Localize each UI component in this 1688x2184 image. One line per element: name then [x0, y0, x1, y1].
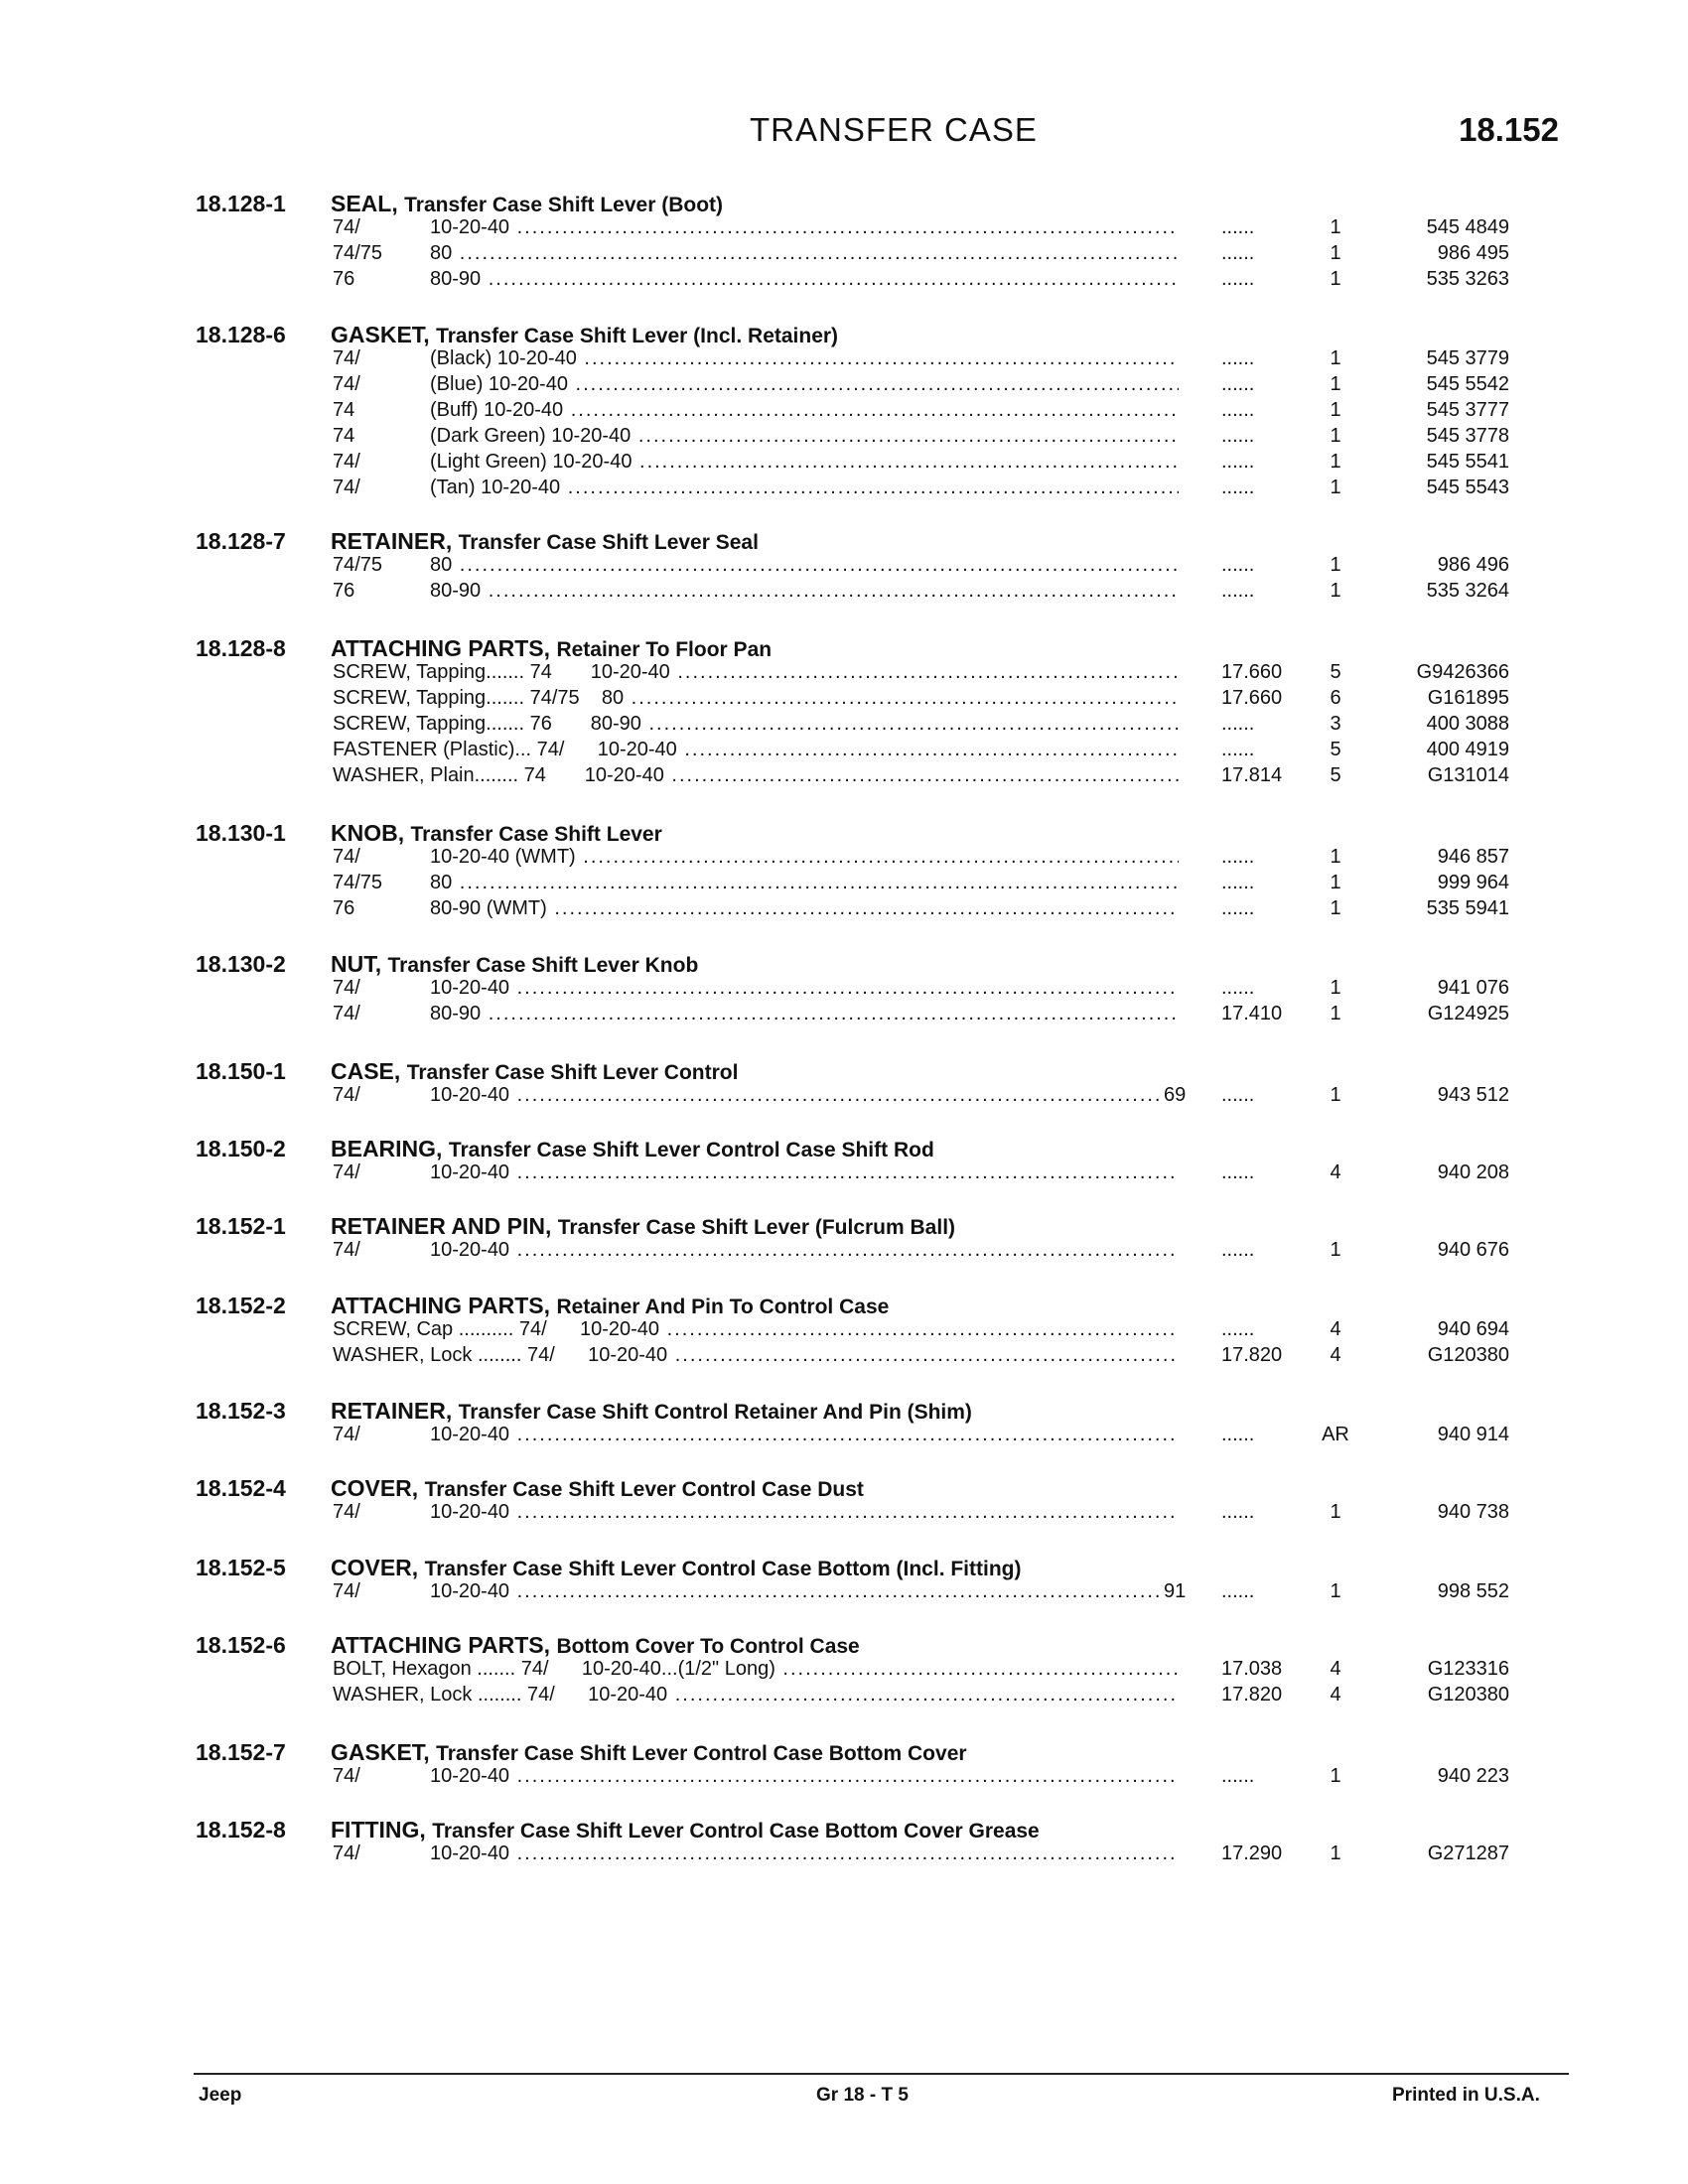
quantity: 1: [1330, 242, 1341, 264]
model-code: 74/: [333, 216, 360, 238]
row-description: [430, 1580, 1179, 1603]
row-description-text: 80: [430, 554, 453, 576]
model-code: 74/: [333, 347, 360, 369]
quantity: 1: [1330, 554, 1341, 576]
part-title: [331, 1555, 1022, 1581]
quantity: 3: [1330, 713, 1341, 735]
ref-code: ......: [1221, 1161, 1255, 1183]
part-number: 535 3264: [1426, 580, 1509, 602]
model-code: 74/: [333, 1843, 360, 1864]
part-description: Transfer Case Shift Lever Control Case Bottom Cover: [436, 1742, 967, 1765]
row-description-text: (Light Green) 10-20-40: [430, 451, 633, 473]
model-code: 74/: [333, 846, 360, 868]
ref-code: ......: [1221, 977, 1255, 999]
row-description: [430, 1239, 1179, 1262]
model-code: 74/: [333, 1239, 360, 1261]
part-number: 943 512: [1437, 1084, 1509, 1106]
part-name: NUT,: [331, 951, 382, 977]
part-number: 545 5542: [1426, 373, 1509, 395]
ref-code: ......: [1221, 846, 1255, 868]
row-description-text: 10-20-40: [430, 1843, 510, 1864]
part-name: ATTACHING PARTS,: [331, 635, 551, 661]
part-description: Retainer To Floor Pan: [556, 638, 773, 661]
quantity: 4: [1330, 1344, 1341, 1366]
part-title: [331, 635, 772, 662]
model-code: 74: [333, 425, 355, 447]
part-number: 946 857: [1437, 846, 1509, 868]
row-description-text: 80: [430, 242, 453, 264]
part-number: 999 964: [1437, 872, 1509, 893]
part-number-ref: 18.128-7: [196, 528, 286, 554]
row-description: [430, 897, 1179, 920]
part-description: Bottom Cover To Control Case: [556, 1635, 860, 1658]
ref-code: ......: [1221, 1580, 1255, 1602]
part-title: [331, 820, 662, 847]
part-title: [331, 1213, 955, 1240]
row-description: [430, 477, 1179, 499]
part-description: Transfer Case Shift Lever Control: [406, 1061, 739, 1084]
part-name: GASKET,: [331, 1739, 430, 1765]
part-name: CASE,: [331, 1058, 401, 1084]
quantity: 4: [1330, 1161, 1341, 1183]
row-description: [333, 739, 1179, 761]
parts-row: [0, 739, 1688, 764]
model-code: 74/: [333, 1161, 360, 1183]
ref-code: ......: [1221, 713, 1255, 735]
part-name: COVER,: [331, 1475, 419, 1501]
ref-code: ......: [1221, 216, 1255, 238]
part-number: 545 5541: [1426, 451, 1509, 473]
row-description: [333, 713, 1179, 736]
part-number: 940 694: [1437, 1318, 1509, 1340]
part-number: 940 676: [1437, 1239, 1509, 1261]
parts-row: [0, 1161, 1688, 1187]
ref-code: ......: [1221, 399, 1255, 421]
part-title: [331, 1136, 934, 1162]
part-name: FITTING,: [331, 1817, 426, 1843]
model-code: 74/: [333, 1084, 360, 1106]
row-description-text: 10-20-40: [430, 1580, 510, 1602]
ref-code: ......: [1221, 242, 1255, 264]
quantity: 6: [1330, 687, 1341, 709]
part-title: [331, 1398, 972, 1425]
figure-ref: 69: [1160, 1084, 1186, 1107]
part-number: G120380: [1427, 1344, 1509, 1366]
part-description: Transfer Case Shift Lever: [410, 823, 662, 846]
parts-row: [0, 554, 1688, 580]
ref-code: ......: [1221, 554, 1255, 576]
quantity: 1: [1330, 216, 1341, 238]
row-description-text: (Black) 10-20-40: [430, 347, 577, 369]
model-code: 76: [333, 268, 355, 290]
row-description-text: 10-20-40: [430, 1765, 510, 1787]
quantity: 5: [1330, 739, 1341, 760]
row-description-text: FASTENER (Plastic)... 74/ 10-20-40: [333, 739, 677, 760]
quantity: 1: [1330, 451, 1341, 473]
part-description: Transfer Case Shift Lever (Incl. Retainer): [436, 325, 839, 347]
page-number: 18.152: [1459, 111, 1559, 148]
part-number-ref: 18.150-2: [196, 1136, 286, 1161]
part-title: [331, 951, 698, 978]
part-number-ref: 18.128-1: [196, 191, 286, 216]
ref-code: ......: [1221, 373, 1255, 395]
row-description: [430, 1003, 1179, 1025]
row-description-text: BOLT, Hexagon ....... 74/ 10-20-40...(1/2" Long): [333, 1658, 775, 1680]
row-description: [333, 764, 1179, 787]
row-description: [430, 1843, 1179, 1865]
row-description-text: (Blue) 10-20-40: [430, 373, 568, 395]
part-number-ref: 18.152-2: [196, 1293, 286, 1318]
part-name: KNOB,: [331, 820, 405, 846]
model-code: 74/75: [333, 872, 383, 893]
ref-code: ......: [1221, 580, 1255, 602]
parts-row: [0, 1239, 1688, 1265]
model-code: 74: [333, 399, 355, 421]
ref-code: 17.814: [1221, 764, 1283, 786]
row-description: [333, 661, 1179, 684]
row-description-text: SCREW, Tapping....... 74/75 80: [333, 687, 625, 709]
parts-row: [0, 1003, 1688, 1028]
parts-row: [0, 1580, 1688, 1606]
parts-row: [0, 347, 1688, 373]
page-title: TRANSFER CASE: [750, 111, 1038, 148]
row-description: [430, 425, 1179, 448]
quantity: 1: [1330, 977, 1341, 999]
part-name: ATTACHING PARTS,: [331, 1632, 551, 1658]
ref-code: ......: [1221, 1318, 1255, 1340]
part-number: 986 496: [1437, 554, 1509, 576]
row-description: [430, 451, 1179, 474]
row-description: [430, 846, 1179, 869]
part-number-ref: 18.152-1: [196, 1213, 286, 1239]
quantity: 1: [1330, 425, 1341, 447]
part-description: Transfer Case Shift Lever Control Case Dust: [424, 1478, 864, 1501]
parts-row: [0, 373, 1688, 399]
part-description: Transfer Case Shift Lever Knob: [387, 954, 699, 977]
row-description-text: 80-90 (WMT): [430, 897, 547, 919]
model-code: 74/: [333, 1765, 360, 1787]
part-number: 941 076: [1437, 977, 1509, 999]
row-description: [430, 242, 1179, 265]
part-number: G124925: [1427, 1003, 1509, 1024]
row-description: [333, 687, 1179, 710]
part-number: 545 3777: [1426, 399, 1509, 421]
ref-code: ......: [1221, 1084, 1255, 1106]
ref-code: 17.660: [1221, 687, 1283, 709]
part-name: SEAL,: [331, 191, 398, 216]
part-number: G131014: [1427, 764, 1509, 786]
part-title: [331, 528, 759, 555]
quantity: 1: [1330, 846, 1341, 868]
row-description: [430, 1161, 1179, 1184]
row-description-text: WASHER, Lock ........ 74/ 10-20-40: [333, 1344, 668, 1366]
part-number: G271287: [1427, 1843, 1509, 1864]
quantity: 1: [1330, 1765, 1341, 1787]
quantity: 1: [1330, 1239, 1341, 1261]
part-description: Transfer Case Shift Lever Control Case Shift Rod: [448, 1139, 934, 1161]
row-description-text: (Buff) 10-20-40: [430, 399, 564, 421]
model-code: 74/: [333, 1580, 360, 1602]
part-number: 998 552: [1437, 1580, 1509, 1602]
row-description: [430, 1424, 1179, 1446]
row-description: [430, 268, 1179, 291]
quantity: 1: [1330, 897, 1341, 919]
row-description-text: 80-90: [430, 580, 482, 602]
quantity: 1: [1330, 1084, 1341, 1106]
part-description: Transfer Case Shift Lever (Boot): [404, 194, 724, 216]
row-description-text: SCREW, Tapping....... 74 10-20-40: [333, 661, 670, 683]
model-code: 74/: [333, 977, 360, 999]
model-code: 76: [333, 580, 355, 602]
parts-row: [0, 872, 1688, 897]
row-description: [430, 872, 1179, 894]
parts-row: [0, 1318, 1688, 1344]
figure-ref: 91: [1160, 1580, 1186, 1603]
model-code: 74/: [333, 373, 360, 395]
row-description: [430, 216, 1179, 239]
part-title: [331, 1739, 967, 1766]
ref-code: ......: [1221, 425, 1255, 447]
quantity: 5: [1330, 661, 1341, 683]
part-number: G120380: [1427, 1684, 1509, 1706]
row-description-text: SCREW, Tapping....... 76 80-90: [333, 713, 641, 735]
row-description: [430, 1765, 1179, 1788]
footer-rule: [194, 2073, 1569, 2075]
part-number: 545 3778: [1426, 425, 1509, 447]
row-description: [430, 373, 1179, 396]
row-description-text: 10-20-40: [430, 1084, 510, 1106]
part-number-ref: 18.130-1: [196, 820, 286, 846]
row-description-text: 10-20-40 (WMT): [430, 846, 576, 868]
quantity: 5: [1330, 764, 1341, 786]
part-name: GASKET,: [331, 322, 430, 347]
row-description-text: 10-20-40: [430, 216, 510, 238]
quantity: 4: [1330, 1684, 1341, 1706]
quantity: 1: [1330, 1580, 1341, 1602]
part-name: RETAINER AND PIN,: [331, 1213, 552, 1239]
part-description: Transfer Case Shift Control Retainer And Pin (Shim): [458, 1401, 972, 1424]
ref-code: ......: [1221, 1765, 1255, 1787]
part-number-ref: 18.128-6: [196, 322, 286, 347]
parts-row: [0, 1684, 1688, 1709]
parts-row: [0, 1658, 1688, 1684]
part-number-ref: 18.130-2: [196, 951, 286, 977]
parts-row: [0, 477, 1688, 502]
part-description: Transfer Case Shift Lever (Fulcrum Ball): [557, 1216, 956, 1239]
model-code: 76: [333, 897, 355, 919]
part-number-ref: 18.152-7: [196, 1739, 286, 1765]
model-code: 74/: [333, 1003, 360, 1024]
parts-row: [0, 268, 1688, 294]
row-description: [430, 580, 1179, 603]
row-description: [430, 1501, 1179, 1524]
part-title: [331, 322, 838, 348]
parts-row: [0, 451, 1688, 477]
part-name: RETAINER,: [331, 1398, 453, 1424]
part-number-ref: 18.152-4: [196, 1475, 286, 1501]
row-description-text: 10-20-40: [430, 1424, 510, 1445]
row-description: [333, 1318, 1179, 1341]
part-number: 400 4919: [1426, 739, 1509, 760]
part-number: 535 5941: [1426, 897, 1509, 919]
parts-row: [0, 1424, 1688, 1449]
part-title: [331, 1817, 1040, 1843]
part-title: [331, 1475, 864, 1502]
part-title: [331, 1058, 738, 1085]
ref-code: 17.660: [1221, 661, 1283, 683]
part-number-ref: 18.128-8: [196, 635, 286, 661]
parts-row: [0, 846, 1688, 872]
part-number: G123316: [1427, 1658, 1509, 1680]
ref-code: 17.820: [1221, 1684, 1283, 1706]
ref-code: 17.290: [1221, 1843, 1283, 1864]
ref-code: ......: [1221, 1424, 1255, 1445]
part-description: Transfer Case Shift Lever Seal: [458, 531, 759, 554]
row-description: [333, 1658, 1179, 1681]
ref-code: ......: [1221, 347, 1255, 369]
parts-row: [0, 1084, 1688, 1110]
row-description-text: 10-20-40: [430, 1239, 510, 1261]
parts-row: [0, 216, 1688, 242]
row-description: [430, 554, 1179, 577]
ref-code: ......: [1221, 897, 1255, 919]
part-number-ref: 18.152-8: [196, 1817, 286, 1843]
row-description-text: (Tan) 10-20-40: [430, 477, 561, 498]
part-number: 545 5543: [1426, 477, 1509, 498]
model-code: 74/75: [333, 554, 383, 576]
row-description: [430, 977, 1179, 1000]
model-code: 74/75: [333, 242, 383, 264]
row-description-text: 10-20-40: [430, 1161, 510, 1183]
part-number: 940 738: [1437, 1501, 1509, 1523]
row-description-text: 10-20-40: [430, 1501, 510, 1523]
parts-row: [0, 242, 1688, 268]
row-description-text: 80-90: [430, 1003, 482, 1024]
part-number: 940 914: [1437, 1424, 1509, 1445]
model-code: 74/: [333, 477, 360, 498]
ref-code: ......: [1221, 739, 1255, 760]
parts-row: [0, 1765, 1688, 1791]
parts-row: [0, 897, 1688, 923]
part-number-ref: 18.150-1: [196, 1058, 286, 1084]
parts-row: [0, 661, 1688, 687]
quantity: 1: [1330, 1003, 1341, 1024]
parts-row: [0, 1501, 1688, 1527]
part-description: Transfer Case Shift Lever Control Case Bottom (Incl. Fitting): [424, 1558, 1022, 1580]
row-description: [430, 347, 1179, 370]
ref-code: ......: [1221, 268, 1255, 290]
parts-row: [0, 580, 1688, 606]
parts-row: [0, 1843, 1688, 1868]
parts-row: [0, 425, 1688, 451]
row-description: [430, 1084, 1179, 1107]
part-number: 400 3088: [1426, 713, 1509, 735]
quantity: 1: [1330, 872, 1341, 893]
row-description: [430, 399, 1179, 422]
part-name: ATTACHING PARTS,: [331, 1293, 551, 1318]
quantity: 4: [1330, 1658, 1341, 1680]
ref-code: ......: [1221, 451, 1255, 473]
footer-brand: Jeep: [199, 2085, 242, 2106]
quantity: 1: [1330, 399, 1341, 421]
model-code: 74/: [333, 1424, 360, 1445]
row-description: [333, 1684, 1179, 1706]
parts-row: [0, 687, 1688, 713]
part-number-ref: 18.152-6: [196, 1632, 286, 1658]
part-number: 535 3263: [1426, 268, 1509, 290]
part-number: G9426366: [1416, 661, 1509, 683]
part-title: [331, 191, 723, 217]
model-code: 74/: [333, 1501, 360, 1523]
part-number-ref: 18.152-5: [196, 1555, 286, 1580]
footer-printed: Printed in U.S.A.: [1392, 2085, 1540, 2106]
part-number: G161895: [1427, 687, 1509, 709]
part-number: 545 4849: [1426, 216, 1509, 238]
ref-code: 17.410: [1221, 1003, 1283, 1024]
ref-code: 17.820: [1221, 1344, 1283, 1366]
part-number: 940 223: [1437, 1765, 1509, 1787]
ref-code: ......: [1221, 1239, 1255, 1261]
footer-group: Gr 18 - T 5: [816, 2085, 909, 2106]
part-description: Transfer Case Shift Lever Control Case Bottom Cover Grease: [432, 1820, 1040, 1843]
row-description-text: SCREW, Cap .......... 74/ 10-20-40: [333, 1318, 660, 1340]
part-number-ref: 18.152-3: [196, 1398, 286, 1424]
row-description-text: 80-90: [430, 268, 482, 290]
part-name: COVER,: [331, 1555, 419, 1580]
part-title: [331, 1293, 889, 1319]
quantity: 4: [1330, 1318, 1341, 1340]
quantity: 1: [1330, 373, 1341, 395]
quantity: 1: [1330, 1843, 1341, 1864]
parts-row: [0, 713, 1688, 739]
ref-code: ......: [1221, 1501, 1255, 1523]
quantity: 1: [1330, 1501, 1341, 1523]
model-code: 74/: [333, 451, 360, 473]
quantity: 1: [1330, 268, 1341, 290]
parts-row: [0, 977, 1688, 1003]
part-title: [331, 1632, 860, 1659]
part-description: Retainer And Pin To Control Case: [556, 1296, 890, 1318]
part-number: 545 3779: [1426, 347, 1509, 369]
quantity: 1: [1330, 477, 1341, 498]
row-description-text: WASHER, Plain........ 74 10-20-40: [333, 764, 664, 786]
row-description-text: WASHER, Lock ........ 74/ 10-20-40: [333, 1684, 668, 1706]
part-name: BEARING,: [331, 1136, 443, 1161]
row-description-text: (Dark Green) 10-20-40: [430, 425, 632, 447]
parts-row: [0, 1344, 1688, 1370]
parts-row: [0, 764, 1688, 790]
part-name: RETAINER,: [331, 528, 453, 554]
row-description-text: 80: [430, 872, 453, 893]
part-number: 986 495: [1437, 242, 1509, 264]
quantity: 1: [1330, 580, 1341, 602]
ref-code: ......: [1221, 872, 1255, 893]
ref-code: ......: [1221, 477, 1255, 498]
part-number: 940 208: [1437, 1161, 1509, 1183]
quantity: AR: [1322, 1424, 1349, 1445]
ref-code: 17.038: [1221, 1658, 1283, 1680]
row-description: [333, 1344, 1179, 1367]
quantity: 1: [1330, 347, 1341, 369]
row-description-text: 10-20-40: [430, 977, 510, 999]
parts-row: [0, 399, 1688, 425]
